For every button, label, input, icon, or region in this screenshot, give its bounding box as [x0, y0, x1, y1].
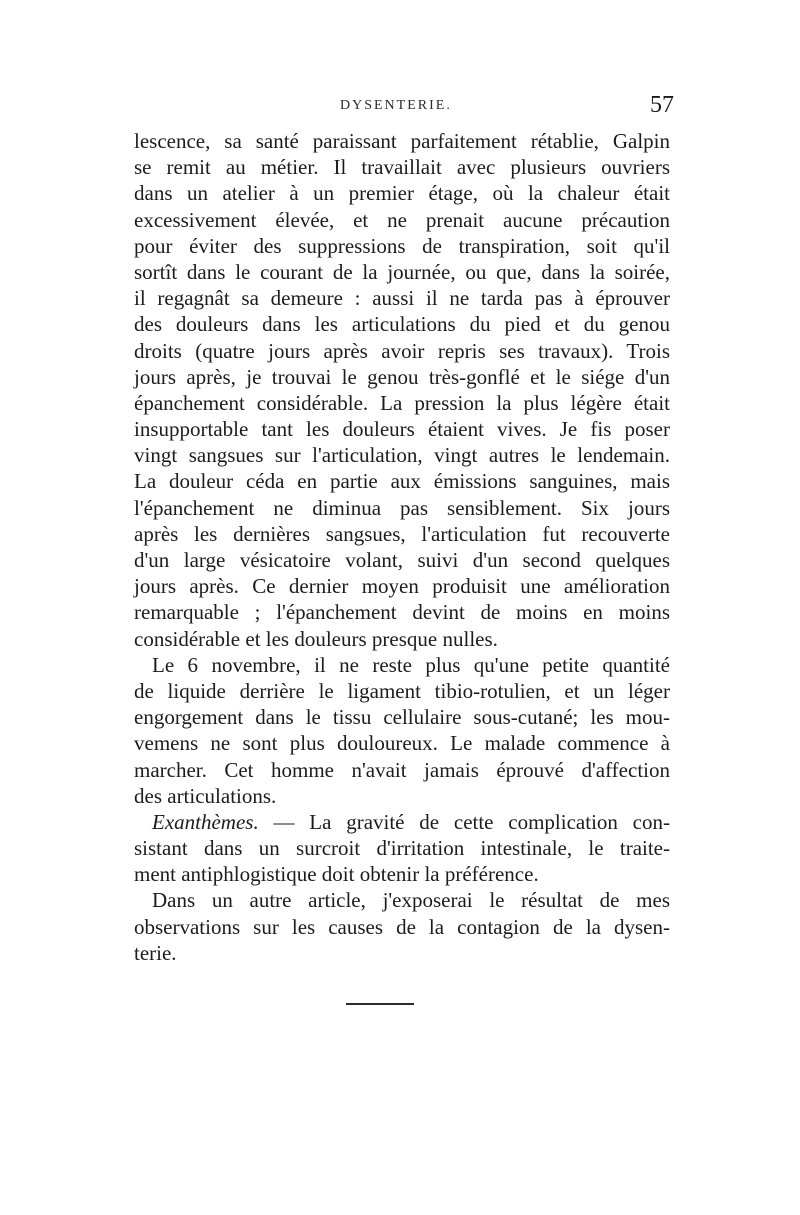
text-line: jours après, je trouvai le genou très-gonflé et le siége d'un: [134, 364, 670, 389]
text-line: pour éviter des suppressions de transpiration, soit qu'il: [134, 233, 670, 258]
text-line: excessivement élevée, et ne prenait aucune précaution: [134, 207, 670, 232]
text-line: remarquable ; l'épanchement devint de moins en moins: [134, 600, 670, 625]
text-line: Dans un autre article, j'exposerai le résultat de mes: [152, 888, 670, 913]
text-line: droits (quatre jours après avoir repris ses travaux). Trois: [134, 338, 670, 363]
text-line: des articulations.: [134, 783, 277, 808]
text-line: insupportable tant les douleurs étaient vives. Je fis poser: [134, 417, 670, 442]
running-header: [130, 92, 680, 122]
text-line: observations sur les causes de la contagion de la dysen-: [134, 914, 670, 939]
body-text: [134, 128, 670, 966]
text-line: sortît dans le courant de la journée, ou que, dans la soirée,: [134, 259, 670, 284]
text-line: se remit au métier. Il travaillait avec plusieurs ouvriers: [134, 155, 670, 180]
text-line: considérable et les douleurs presque nulles.: [134, 626, 498, 651]
running-title: DYSENTERIE.: [340, 98, 452, 113]
text-line: marcher. Cet homme n'avait jamais éprouvé d'affection: [134, 757, 670, 782]
text-line: Le 6 novembre, il ne reste plus qu'une petite quantité: [152, 652, 670, 677]
text-line: vingt sangsues sur l'articulation, vingt autres le lendemain.: [134, 443, 670, 468]
text-line: l'épanchement ne diminua pas sensiblement. Six jours: [134, 495, 670, 520]
text-line: lescence, sa santé paraissant parfaitement rétablie, Galpin: [134, 129, 670, 153]
text-line: vemens ne sont plus douloureux. Le malade commence à: [134, 731, 670, 756]
text-line: d'un large vésicatoire volant, suivi d'un second quelques: [134, 548, 670, 572]
text-line: engorgement dans le tissu cellulaire sous-cutané; les mou-: [134, 705, 670, 730]
text-line: ment antiphlogistique doit obtenir la préférence.: [134, 862, 539, 887]
text-line: épanchement considérable. La pression la plus légère était: [134, 390, 670, 415]
text-line: des douleurs dans les articulations du pied et du genou: [134, 312, 670, 337]
text-line: — La gravité de cette complication con-: [273, 809, 671, 834]
text-line: après les dernières sangsues, l'articulation fut recouverte: [134, 521, 670, 546]
text-line: de liquide derrière le ligament tibio-rotulien, et un léger: [134, 678, 670, 703]
section-heading-line: [134, 809, 670, 835]
end-rule: [346, 1003, 414, 1005]
text-line: terie.: [134, 940, 177, 965]
text-line: sistant dans un surcroit d'irritation intestinale, le traite-: [134, 836, 670, 861]
page-number: 57: [650, 92, 674, 118]
text-line: il regagnât sa demeure : aussi il ne tarda pas à éprouver: [134, 286, 670, 311]
text-line: dans un atelier à un premier étage, où la chaleur était: [134, 181, 670, 206]
section-heading: Exanthèmes.: [152, 809, 259, 834]
text-line: La douleur céda en partie aux émissions sanguines, mais: [134, 469, 670, 494]
text-line: jours après. Ce dernier moyen produisit une amélioration: [134, 574, 670, 599]
